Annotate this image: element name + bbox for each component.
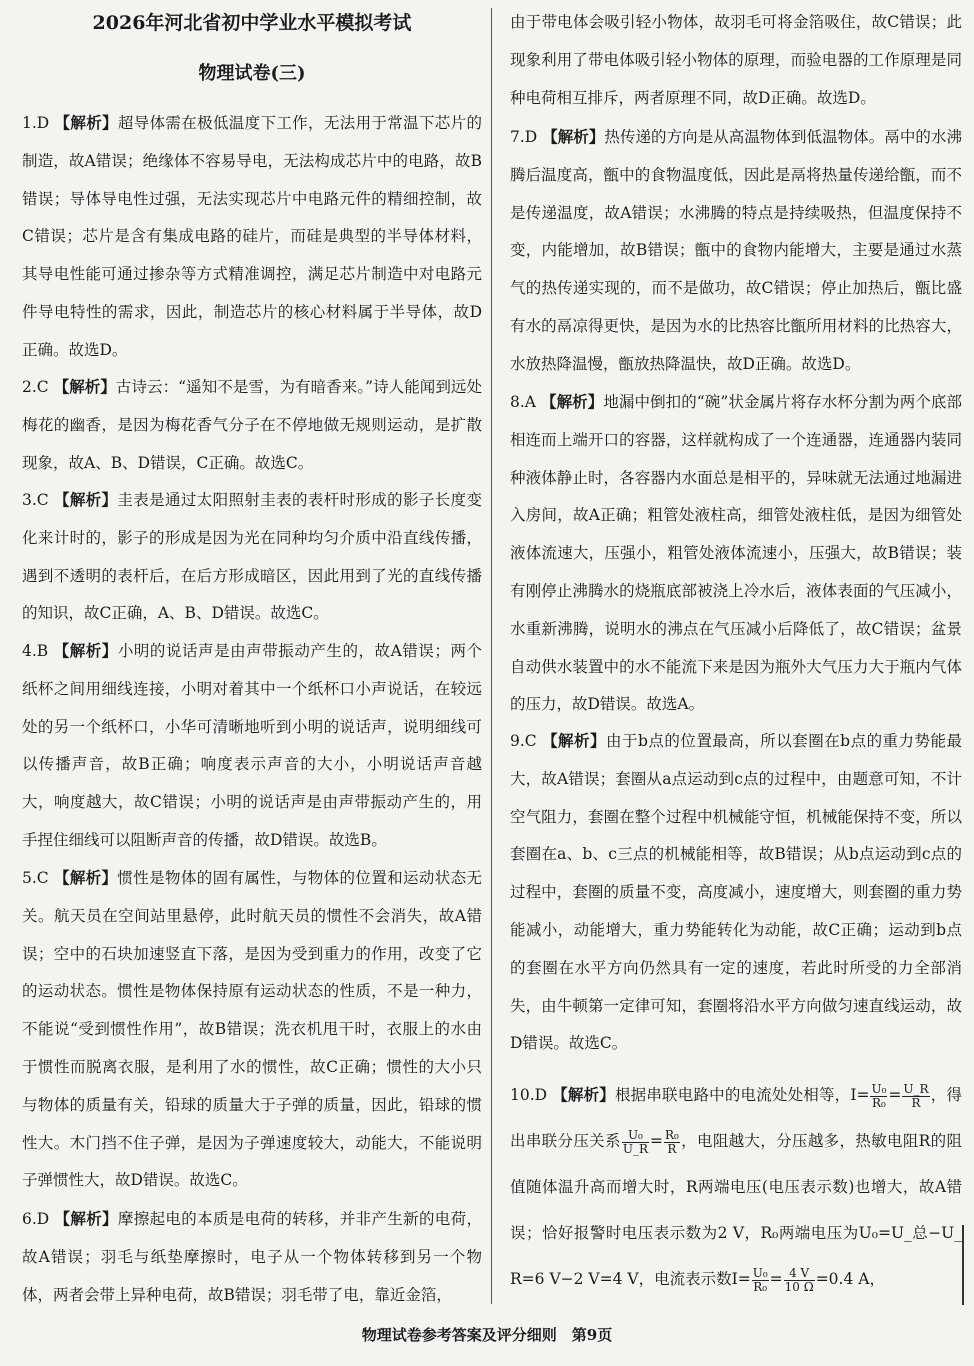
column-divider (491, 8, 492, 1304)
answer-item (22, 481, 482, 633)
answer-text: 惯性是物体的固有属性，与物体的位置和运动状态无关。航天员在空间站里悬停，此时航天员的惯性不会消失，故A错误；空中的石块加速竖直下落，是因为受到重力的作用，改变了它的运动状态。惯性是物体保持原有运动状态的性质，不是一种力，不能说“受到惯性作用”，故B错误；洗衣机甩干时，衣服上的水由于惯性而脱离衣服，是利用了水的惯性，故C正确；惯性的大小只与物体的质量有关，铅球的质量大于子弹的质量，因此，铅球的惯性大。木门挡不住子弹，是因为子弹速度较大，动能大，不能说明子弹惯性大，故D错误。故选C。 (22, 869, 482, 1190)
exam-subtitle: 物理试卷(三) (198, 63, 306, 84)
answer-item (22, 632, 482, 860)
question-number: 5.C (22, 869, 49, 887)
fraction-numerator: U_R (903, 1081, 929, 1096)
question-number: 4.B (22, 642, 49, 660)
question-number: 9.C (510, 732, 537, 750)
exam-title: 2026年河北省初中学业水平模拟考试 (92, 12, 412, 34)
answer-item (22, 368, 482, 482)
answer-item-10 (510, 1072, 962, 1302)
page-edge-mark (962, 1225, 964, 1305)
analysis-tag: 【解析】 (542, 127, 605, 146)
fraction-numerator: U₀ (871, 1081, 887, 1096)
analysis-tag: 【解析】 (542, 731, 607, 750)
fraction (784, 1267, 815, 1294)
fraction (664, 1129, 680, 1156)
answer-text: 根据串联电路中的电流处处相等，I= (614, 1086, 870, 1104)
question-number: 8.A (510, 393, 536, 411)
analysis-tag: 【解析】 (54, 1209, 118, 1228)
fraction-numerator: U₀ (752, 1265, 768, 1280)
answer-text: 古诗云：“遥知不是雪，为有暗香来。”诗人能闻到远处梅花的幽香，是因为梅花香气分子在不停地做无规则运动，是扩散现象，故A、B、D错误，C正确。故选C。 (22, 378, 482, 472)
fraction-numerator: 4 V (784, 1267, 815, 1281)
answer-item (22, 104, 482, 370)
equals-sign: = (649, 1132, 663, 1150)
answer-text: 圭表是通过太阳照射圭表的表杆时形成的影子长度变化来计时的，影子的形成是因为光在同种均匀介质中沿直线传播，遇到不透明的表杆后，在后方形成暗区，因此用到了光的直线传播的知识，故C正确，A、B、D错误。故选C。 (22, 491, 482, 623)
fraction-denominator: R₀ (753, 1279, 768, 1294)
question-number: 6.D (22, 1210, 50, 1228)
answer-item (510, 4, 962, 117)
question-number: 3.C (22, 491, 49, 509)
analysis-tag: 【解析】 (552, 1085, 615, 1104)
answer-item (22, 1200, 482, 1314)
answer-item (510, 118, 962, 384)
answer-item (510, 383, 962, 724)
fraction-denominator: U_R (622, 1141, 648, 1156)
answer-text: 出串联分压关系 (510, 1132, 621, 1150)
answer-text: ，得 (930, 1086, 962, 1104)
fraction (752, 1267, 769, 1294)
answer-item (510, 722, 962, 1063)
fraction-denominator: R₀ (872, 1095, 886, 1110)
fraction (902, 1083, 929, 1110)
analysis-tag: 【解析】 (53, 490, 118, 509)
fraction-numerator: R₀ (664, 1127, 679, 1142)
answer-text: 由于b点的位置最高，所以套圈在b点的重力势能最大，故A错误；套圈从a点运动到c点的过程中，由题意可知，不计空气阻力，套圈在整个过程中机械能守恒，机械能保持不变，所以套圈在a、b、c三点的机械能相等，故B错误；从b点运动到c点的过程中，套圈的质量不变，高度减小，速度增大，则套圈的重力势能减小，动能增大，重力势能转化为动能，故C正确；运动到b点的套圈在水平方向仍然具有一定的速度，若此时所受的力全部消失，由牛顿第一定律可知，套圈将沿水平方向做匀速直线运动，故D错误。故选C。 (510, 732, 962, 1053)
equals-sign: = (769, 1270, 783, 1288)
answer-text: =0.4 A， (815, 1270, 885, 1288)
fraction (870, 1083, 887, 1110)
fraction-numerator: U₀ (622, 1129, 649, 1143)
analysis-tag: 【解析】 (53, 377, 116, 396)
fraction-denominator: R (667, 1141, 677, 1156)
fraction-denominator: 10 Ω (784, 1279, 814, 1294)
answer-text: 热传递的方向是从高温物体到低温物体。鬲中的水沸腾后温度高，甑中的食物温度低，因此是鬲将热量传递给甑，而不是传递温度，故A错误；水沸腾的特点是持续吸热，但温度保持不变，内能增加，故B错误；甑中的食物内能增大，主要是通过水蒸气的热传递实现的，而不是做功，故C错误；停止加热后，甑比盛有水的鬲凉得更快，是因为水的比热容比甑所用材料的比热容大，水放热降温慢，甑放热降温快，故D正确。故选D。 (510, 128, 962, 373)
question-number: 7.D (510, 128, 538, 146)
equals-sign: = (888, 1086, 902, 1104)
question-number: 1.D (22, 114, 50, 132)
answer-text: 由于带电体会吸引轻小物体，故羽毛可将金箔吸住，故C错误；此现象利用了带电体吸引轻小物体的原理，而验电器的工作原理是同种电荷相互排斥，两者原理不同，故D正确。故选D。 (510, 13, 962, 107)
answer-text: ，电阻越大，分压越多，热敏电阻R的阻值随体温升高而增大时，R两端电压(电压表示数)也增大，故A错误；恰好报警时电压表示数为2 V，R₀两端电压为U₀=U_总−U_R=6 V−2 V=4 V，电流表示数I= (510, 1132, 962, 1288)
page-footer: 物理试卷参考答案及评分细则 第9页 (361, 1326, 613, 1344)
analysis-tag: 【解析】 (53, 868, 118, 887)
question-number: 2.C (22, 378, 49, 396)
question-number: 10.D (510, 1086, 548, 1104)
fraction (622, 1129, 649, 1156)
analysis-tag: 【解析】 (541, 392, 604, 411)
answer-text: 地漏中倒扣的“碗”状金属片将存水杯分割为两个底部相连而上端开口的容器，这样就构成了一个连通器，连通器内装同种液体静止时，各容器内水面总是相平的，异味就无法通过地漏进入房间，故A正确；粗管处液柱高，细管处液柱低，是因为细管处液体流速大，压强小，粗管处液体流速小，压强大，故B错误；装有刚停止沸腾水的烧瓶底部被浇上冷水后，液体表面的气压减小，水重新沸腾，说明水的沸点在气压减小后降低了，故C错误；盆景自动供水装置中的水不能流下来是因为瓶外大气压力大于瓶内气体的压力，故D错误。故选A。 (510, 393, 962, 714)
fraction-denominator: R (911, 1095, 921, 1110)
analysis-tag: 【解析】 (53, 641, 118, 660)
answer-text: 超导体需在极低温度下工作，无法用于常温下芯片的制造，故A错误；绝缘体不容易导电，无法构成芯片中的电路，故B错误；导体导电性过强，无法实现芯片中电路元件的精细控制，故C错误；芯片是含有集成电路的硅片，而硅是典型的半导体材料，其导电性能可通过掺杂等方式精准调控，满足芯片制造中对电路元件导电特性的需求，因此，制造芯片的核心材料属于半导体，故D正确。故选D。 (22, 114, 482, 359)
answer-text: 摩擦起电的本质是电荷的转移，并非产生新的电荷，故A错误；羽毛与纸垫摩擦时，电子从一个物体转移到另一个物体，两者会带上异种电荷，故B错误；羽毛带了电，靠近金箔， (22, 1210, 482, 1304)
answer-item (22, 859, 482, 1200)
answer-text: 小明的说话声是由声带振动产生的，故A错误；两个纸杯之间用细线连接，小明对着其中一个纸杯口小声说话，在较远处的另一个纸杯口，小华可清晰地听到小明的说话声，说明细线可以传播声音，故B正确；响度表示声音的大小，小明说话声音越大，响度越大，故C错误；小明的说话声是由声带振动产生的，用手捏住细线可以阻断声音的传播，故D错误。故选B。 (22, 642, 482, 849)
analysis-tag: 【解析】 (54, 113, 118, 132)
